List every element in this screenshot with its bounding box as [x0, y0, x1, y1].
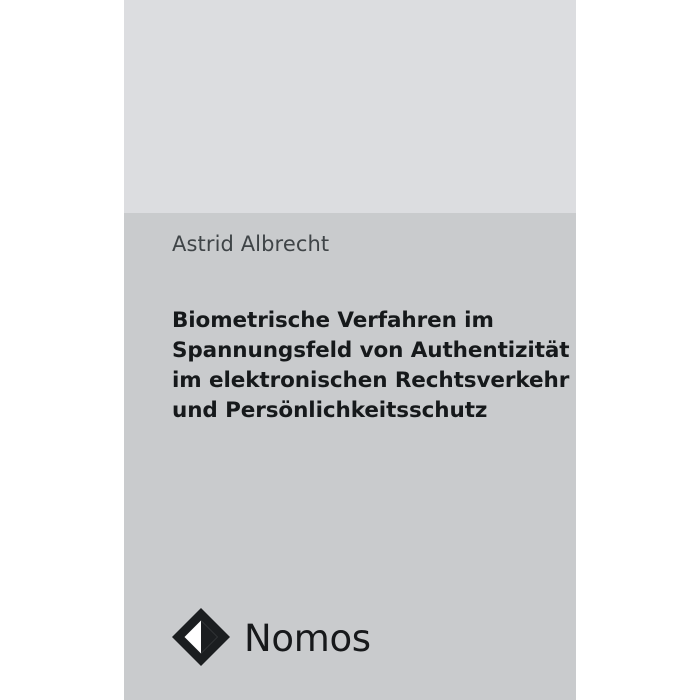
title-line-1: Biometrische Verfahren im [172, 308, 494, 333]
publisher-block [172, 608, 371, 666]
title-line-4: und Persönlichkeitsschutz [172, 398, 488, 423]
title-line-3: im elektronischen Rechtsverkehr [172, 368, 570, 393]
book-title [172, 306, 570, 426]
right-margin [576, 0, 700, 700]
author-name: Astrid Albrecht [172, 232, 330, 256]
publisher-name: Nomos [244, 616, 371, 660]
cover-top-band [124, 0, 576, 213]
nomos-diamond-logo-icon [172, 608, 230, 666]
left-margin [0, 0, 124, 700]
cover-page [124, 0, 576, 700]
title-line-2: Spannungsfeld von Authentizität [172, 338, 570, 363]
